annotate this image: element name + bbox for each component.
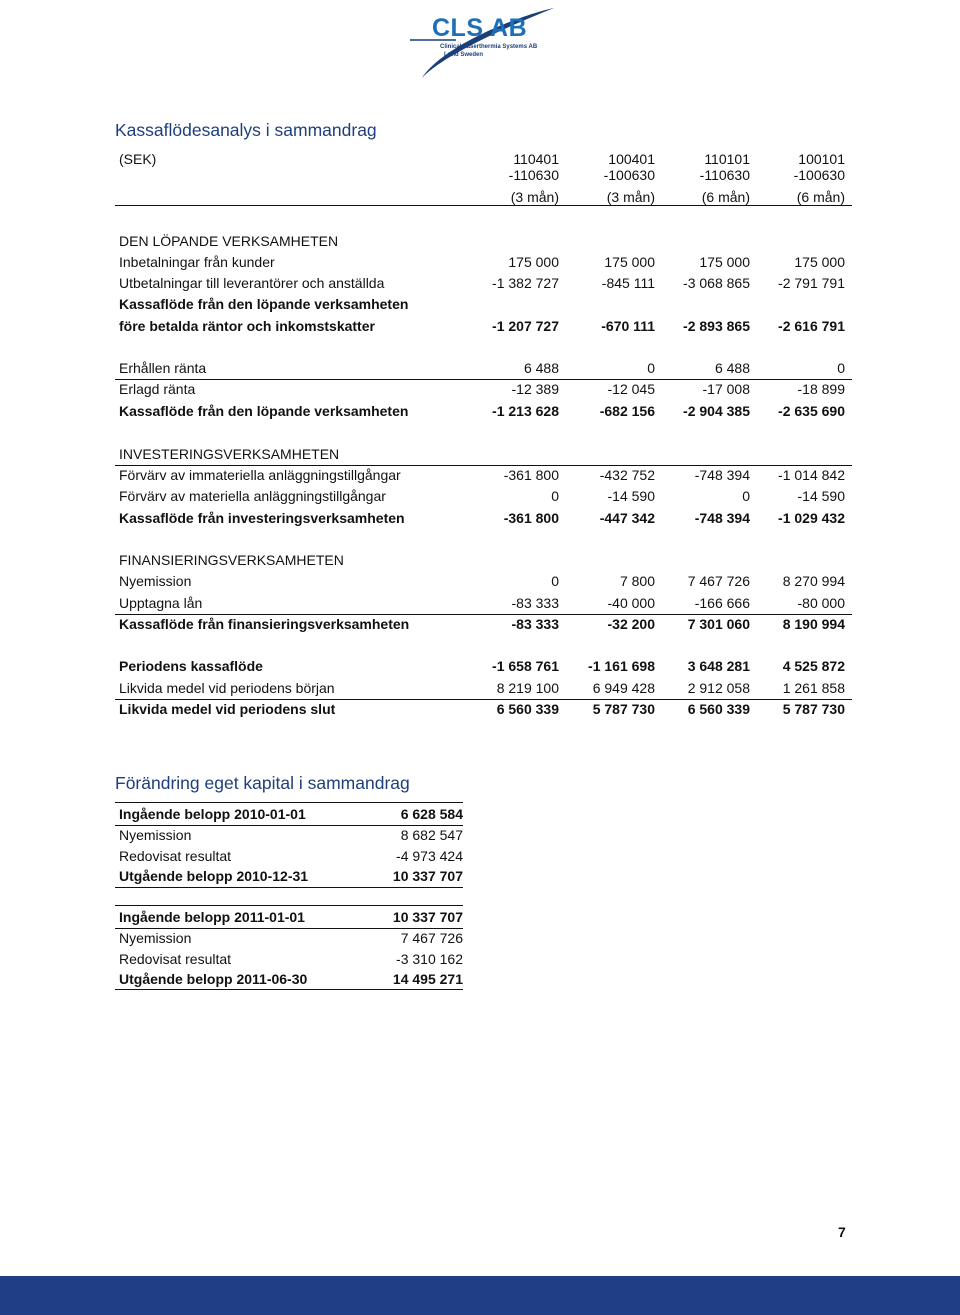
period-end: -100630 xyxy=(603,167,655,183)
sum-rule xyxy=(115,614,852,615)
equity-value: -4 973 424 xyxy=(396,848,463,864)
row-value: -1 658 761 xyxy=(492,658,559,674)
period-end: -110630 xyxy=(508,167,559,183)
row-value: -2 904 385 xyxy=(683,403,750,419)
row-value: 4 525 872 xyxy=(782,658,845,674)
row-value: -14 590 xyxy=(607,488,655,504)
equity-label: Utgående belopp 2011-06-30 xyxy=(119,971,308,987)
equity-value: -3 310 162 xyxy=(396,951,463,967)
row-label: Förvärv av immateriella anläggningstillgångar xyxy=(119,467,401,483)
equity-rule xyxy=(115,887,463,888)
row-value: 5 787 730 xyxy=(782,701,845,717)
row-value: 7 800 xyxy=(619,573,655,589)
row-label: före betalda räntor och inkomstskatter xyxy=(119,318,375,334)
equity-label: Redovisat resultat xyxy=(119,951,232,967)
row-value: 0 xyxy=(647,360,655,376)
row-value: -361 800 xyxy=(503,467,559,483)
row-value: -1 213 628 xyxy=(492,403,559,419)
period-start: 100101 xyxy=(798,151,845,167)
period-length: (3 mån) xyxy=(510,189,559,205)
equity-label: Ingående belopp 2010-01-01 xyxy=(119,806,306,822)
row-label: Inbetalningar från kunder xyxy=(119,254,275,270)
sum-rule xyxy=(115,379,852,380)
row-value: -432 752 xyxy=(599,467,655,483)
row-value: -83 333 xyxy=(511,616,559,632)
sum-rule xyxy=(115,465,852,466)
row-value: 0 xyxy=(551,488,559,504)
row-value: -361 800 xyxy=(503,510,559,526)
cashflow-title: Kassaflödesanalys i sammandrag xyxy=(115,120,377,140)
equity-value: 14 495 271 xyxy=(392,971,463,987)
row-value: -2 635 690 xyxy=(778,403,845,419)
row-value: -1 382 727 xyxy=(492,275,559,291)
period-start: 110401 xyxy=(513,151,559,167)
equity-rule xyxy=(115,802,463,803)
row-value: 6 488 xyxy=(523,360,559,376)
period-start: 100401 xyxy=(608,151,655,167)
equity-value: 6 628 584 xyxy=(400,806,463,822)
row-value: -1 029 432 xyxy=(778,510,845,526)
header-rule xyxy=(115,205,852,206)
equity-rule xyxy=(115,905,463,906)
equity-rule xyxy=(115,928,463,929)
row-label: Kassaflöde från den löpande verksamheten xyxy=(119,403,409,419)
unit-label: (SEK) xyxy=(119,151,157,167)
row-value: 5 787 730 xyxy=(592,701,655,717)
row-value: -14 590 xyxy=(797,488,845,504)
logo-name: CLS AB xyxy=(432,14,528,42)
equity-value: 10 337 707 xyxy=(392,868,463,884)
row-value: 6 488 xyxy=(714,360,750,376)
row-value: -1 014 842 xyxy=(778,467,845,483)
row-value: -1 207 727 xyxy=(492,318,559,334)
row-value: -2 893 865 xyxy=(683,318,750,334)
period-length: (3 mån) xyxy=(606,189,655,205)
row-value: 175 000 xyxy=(508,254,559,270)
equity-title: Förändring eget kapital i sammandrag xyxy=(115,773,410,793)
row-label: Kassaflöde från investeringsverksamheten xyxy=(119,510,405,526)
sum-rule xyxy=(115,699,852,700)
row-label: Kassaflöde från den löpande verksamheten xyxy=(119,296,409,312)
row-value: -447 342 xyxy=(599,510,655,526)
logo-location: Lund Sweden xyxy=(444,52,483,58)
row-label: FINANSIERINGSVERKSAMHETEN xyxy=(119,552,344,568)
row-value: -845 111 xyxy=(601,275,655,291)
row-value: -166 666 xyxy=(694,595,750,611)
row-value: -12 045 xyxy=(607,381,655,397)
row-value: -670 111 xyxy=(601,318,655,334)
period-length: (6 mån) xyxy=(701,189,750,205)
row-label: Likvida medel vid periodens slut xyxy=(119,701,336,717)
row-label: Erhållen ränta xyxy=(119,360,207,376)
period-end: -110630 xyxy=(699,167,750,183)
row-value: 6 560 339 xyxy=(496,701,559,717)
row-label: DEN LÖPANDE VERKSAMHETEN xyxy=(119,233,339,249)
company-logo xyxy=(404,4,564,84)
row-label: Upptagna lån xyxy=(119,595,203,611)
row-value: -40 000 xyxy=(607,595,655,611)
row-value: -3 068 865 xyxy=(683,275,750,291)
row-label: Utbetalningar till leverantörer och anställda xyxy=(119,275,385,291)
row-value: 6 560 339 xyxy=(687,701,750,717)
equity-value: 7 467 726 xyxy=(400,930,463,946)
row-label: Likvida medel vid periodens början xyxy=(119,680,335,696)
row-value: 7 467 726 xyxy=(687,573,750,589)
row-label: Kassaflöde från finansieringsverksamheten xyxy=(119,616,410,632)
equity-rule xyxy=(115,825,463,826)
row-label: INVESTERINGSVERKSAMHETEN xyxy=(119,446,340,462)
row-value: 0 xyxy=(742,488,750,504)
period-start: 110101 xyxy=(704,151,750,167)
row-value: 8 190 994 xyxy=(782,616,845,632)
row-value: 0 xyxy=(551,573,559,589)
row-value: 175 000 xyxy=(794,254,845,270)
equity-label: Redovisat resultat xyxy=(119,848,232,864)
row-value: 1 261 858 xyxy=(782,680,845,696)
logo-subtitle: Clinical Laserthermia Systems AB xyxy=(440,44,538,50)
equity-value: 8 682 547 xyxy=(400,827,463,843)
footer-bar xyxy=(0,1276,960,1315)
row-value: 175 000 xyxy=(604,254,655,270)
equity-label: Nyemission xyxy=(119,827,192,843)
row-value: -682 156 xyxy=(599,403,655,419)
row-value: -748 394 xyxy=(694,510,750,526)
row-value: 3 648 281 xyxy=(687,658,750,674)
period-end: -100630 xyxy=(793,167,845,183)
row-value: 6 949 428 xyxy=(592,680,655,696)
row-value: -1 161 698 xyxy=(588,658,655,674)
row-value: -748 394 xyxy=(694,467,750,483)
period-length: (6 mån) xyxy=(796,189,845,205)
row-value: 2 912 058 xyxy=(687,680,750,696)
equity-rule xyxy=(115,989,463,990)
row-value: -2 791 791 xyxy=(778,275,845,291)
row-value: -2 616 791 xyxy=(778,318,845,334)
row-label: Periodens kassaflöde xyxy=(119,658,263,674)
page-number: 7 xyxy=(838,1224,846,1240)
row-value: -32 200 xyxy=(607,616,655,632)
equity-label: Utgående belopp 2010-12-31 xyxy=(119,868,309,884)
row-value: -18 899 xyxy=(797,381,845,397)
equity-label: Nyemission xyxy=(119,930,192,946)
row-label: Nyemission xyxy=(119,573,192,589)
row-value: -80 000 xyxy=(797,595,845,611)
row-value: 0 xyxy=(837,360,845,376)
row-label: Erlagd ränta xyxy=(119,381,196,397)
row-value: 8 219 100 xyxy=(496,680,559,696)
equity-value: 10 337 707 xyxy=(392,909,463,925)
row-value: 7 301 060 xyxy=(687,616,750,632)
row-value: -12 389 xyxy=(511,381,559,397)
row-value: -83 333 xyxy=(511,595,559,611)
row-value: 8 270 994 xyxy=(782,573,845,589)
row-label: Förvärv av materiella anläggningstillgångar xyxy=(119,488,386,504)
row-value: -17 008 xyxy=(702,381,750,397)
row-value: 175 000 xyxy=(699,254,750,270)
equity-label: Ingående belopp 2011-01-01 xyxy=(119,909,305,925)
